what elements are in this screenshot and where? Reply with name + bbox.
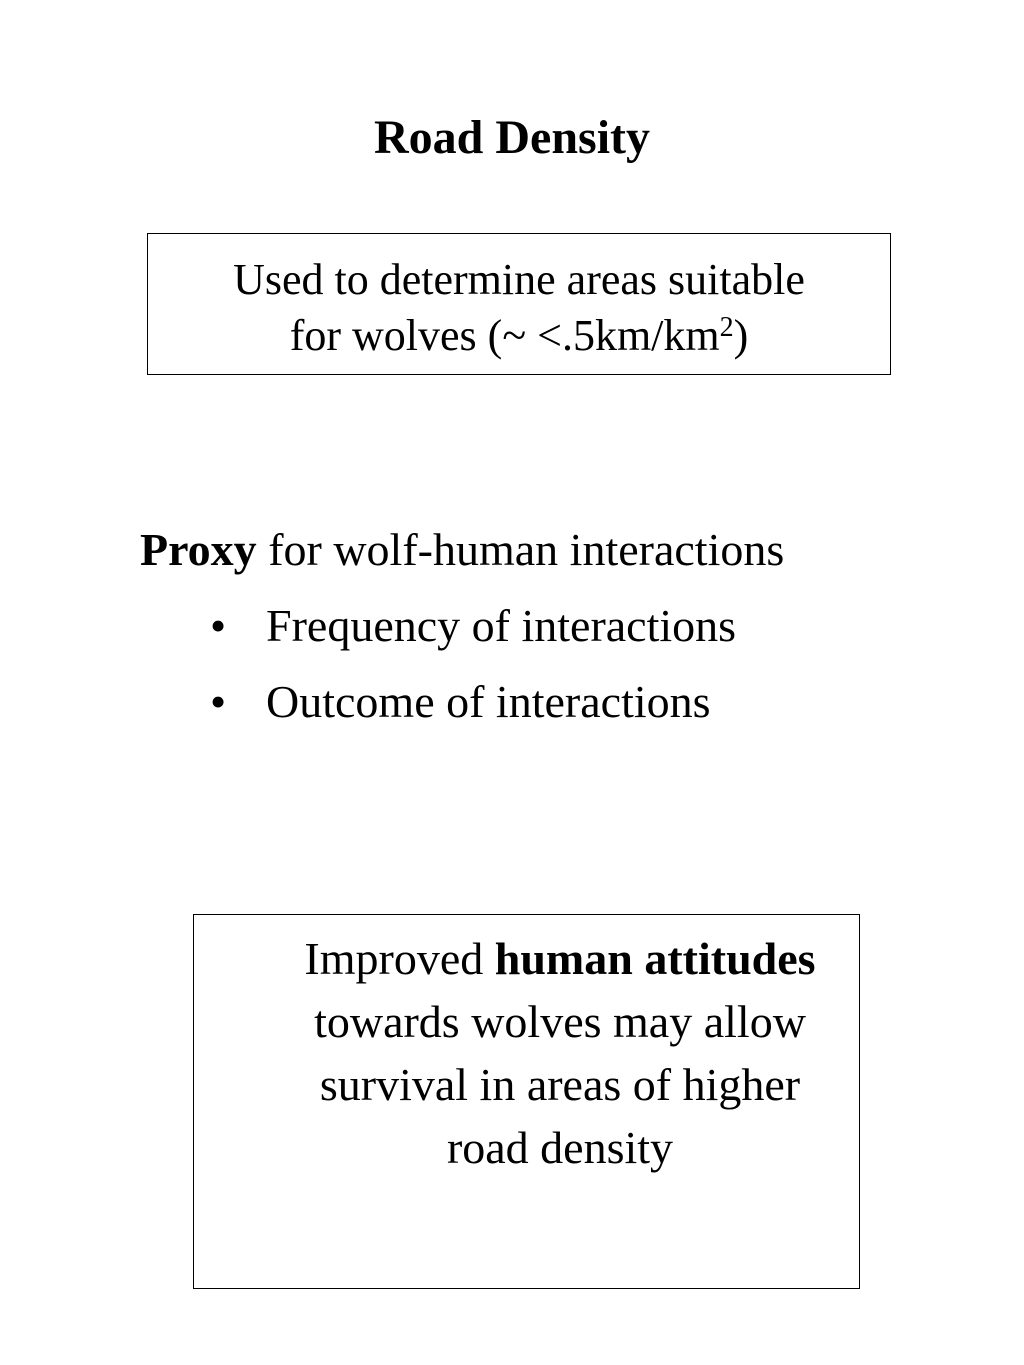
attitudes-text-part-1: Improved xyxy=(304,933,495,984)
bullet-text-frequency: Frequency of interactions xyxy=(266,600,737,651)
proxy-bullet-list xyxy=(140,596,920,732)
slide-title: Road Density xyxy=(373,111,651,164)
list-item xyxy=(140,596,920,656)
definition-line-2-close: ) xyxy=(733,311,749,360)
bullet-text-outcome: Outcome of interactions xyxy=(266,676,711,727)
attitudes-text-part-3: towards wolves may allow survival in areas of higher road density xyxy=(314,996,806,1173)
proxy-heading-bold: Proxy xyxy=(140,524,257,575)
definition-box xyxy=(147,233,891,375)
attitudes-box xyxy=(193,914,860,1289)
proxy-heading xyxy=(140,520,920,580)
attitudes-text-bold: human attitudes xyxy=(494,933,816,984)
bullet-icon: • xyxy=(210,676,227,727)
list-item xyxy=(140,672,920,732)
definition-line-1: Used to determine areas suitable xyxy=(233,255,805,304)
attitudes-text xyxy=(280,927,840,1179)
proxy-section xyxy=(140,520,920,748)
bullet-icon: • xyxy=(210,600,227,651)
definition-line-2-text: for wolves (~ <.5km/km xyxy=(289,311,720,360)
definition-line-2 xyxy=(148,308,890,364)
proxy-heading-rest: for wolf-human interactions xyxy=(256,524,785,575)
superscript-2: 2 xyxy=(719,312,734,343)
